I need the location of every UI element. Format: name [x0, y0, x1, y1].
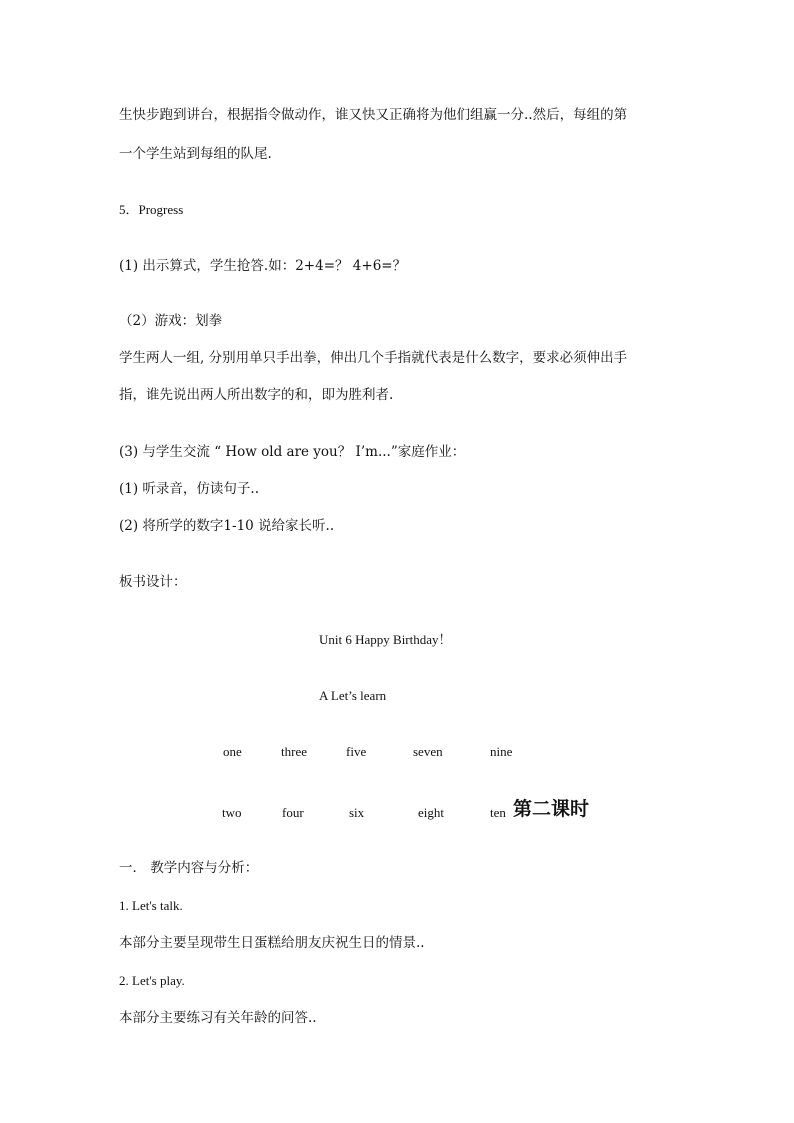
paragraph-line: 指，谁先说出两人所出数字的和，即为胜利者.: [119, 387, 394, 403]
board-subtitle: A Let’s learn: [319, 688, 387, 703]
list-item: (3) 与学生交流 “ How old are you？ I’m...”家庭作业：: [119, 444, 466, 460]
board-word: ten: [490, 805, 506, 820]
paragraph-line: 一个学生站到每组的队尾.: [119, 146, 272, 162]
board-word: two: [222, 805, 242, 820]
board-word: seven: [413, 744, 443, 759]
board-word: nine: [490, 744, 513, 759]
board-unit-title: Unit 6 Happy Birthday！: [319, 632, 452, 647]
list-item: (1) 出示算式，学生抢答.如：2+4=？ 4+6=？: [119, 258, 407, 274]
board-word: five: [346, 744, 367, 759]
section-title: 一． 教学内容与分析：: [119, 860, 259, 876]
board-design-label: 板书设计：: [119, 574, 187, 590]
section-title: 5．Progress: [119, 202, 184, 217]
board-word: six: [349, 805, 365, 820]
list-item-title: （2）游戏：划拳: [119, 313, 223, 329]
content-item-desc: 本部分主要练习有关年龄的问答..: [119, 1010, 317, 1026]
content-item-desc: 本部分主要呈现带生日蛋糕给朋友庆祝生日的情景..: [119, 935, 425, 951]
board-word: eight: [418, 805, 444, 820]
homework-item: (1) 听录音，仿读句子..: [119, 481, 259, 497]
board-word: one: [223, 744, 242, 759]
paragraph-line: 生快步跑到讲台，根据指令做动作，谁又快又正确将为他们组赢一分..然后，每组的第: [119, 107, 628, 123]
board-word: three: [281, 744, 307, 759]
content-item-title: 2. Let's play.: [119, 973, 185, 988]
board-word: four: [282, 805, 304, 820]
paragraph-line: 学生两人一组, 分别用单只手出拳，伸出几个手指就代表是什么数字，要求必须伸出手: [119, 350, 628, 366]
content-item-title: 1. Let's talk.: [119, 898, 183, 913]
homework-item: (2) 将所学的数字1-10 说给家长听..: [119, 518, 335, 534]
lesson-heading: 第二课时: [513, 798, 590, 820]
